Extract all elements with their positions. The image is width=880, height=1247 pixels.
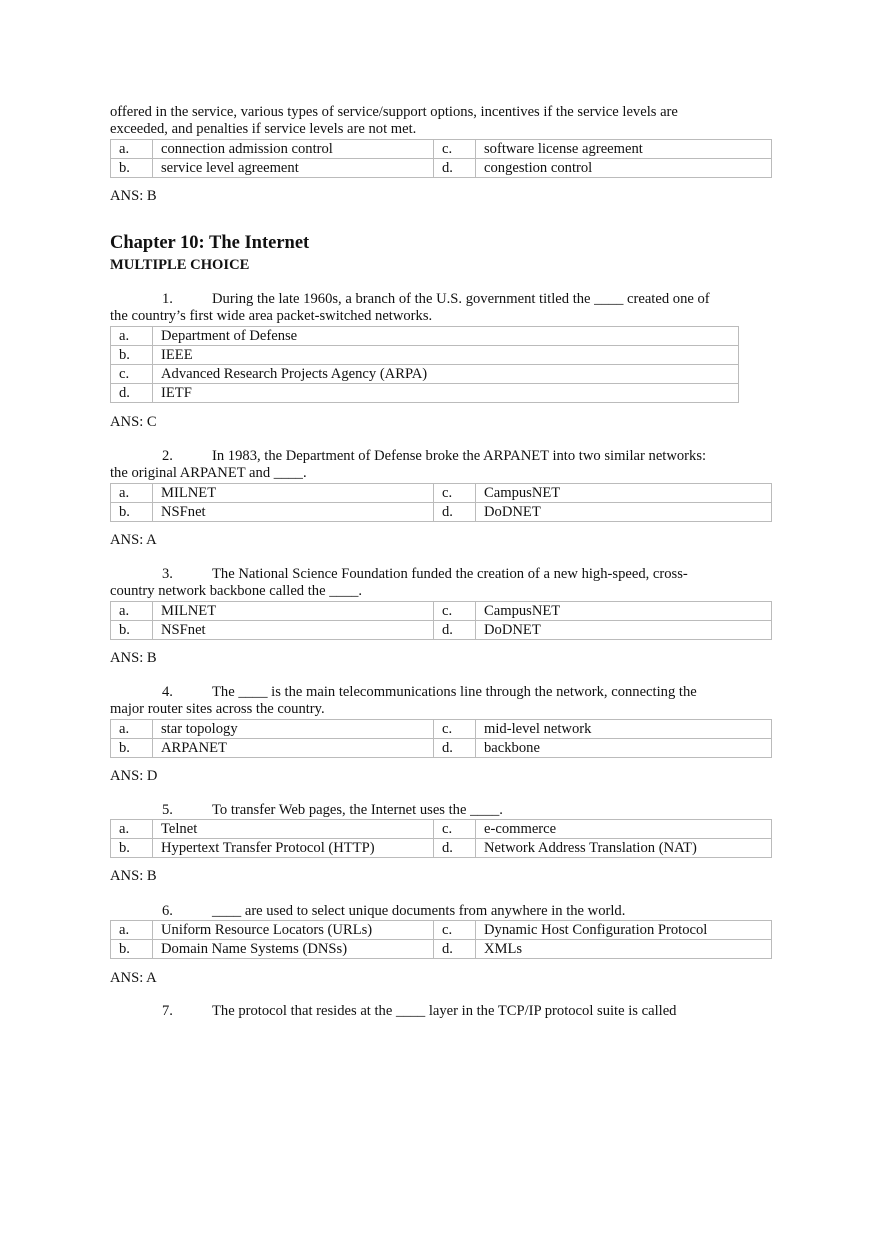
prev-answer: ANS: B (110, 188, 157, 204)
prev-question-text (110, 104, 750, 138)
answer-4: ANS: D (110, 768, 158, 784)
option-letter: b. (111, 839, 153, 858)
question-number: 1. (162, 291, 173, 307)
question-number: 3. (162, 566, 173, 582)
option-text: Hypertext Transfer Protocol (HTTP) (153, 839, 434, 858)
prev-options-table (110, 139, 772, 178)
question-6-options (110, 920, 772, 959)
prev-question-line2: exceeded, and penalties if service levels are not met. (110, 121, 417, 137)
section-heading: MULTIPLE CHOICE (110, 257, 250, 273)
question-text-cont: the original ARPANET and ____. (110, 465, 307, 481)
option-text: Dynamic Host Configuration Protocol (476, 921, 772, 940)
option-text: Advanced Research Projects Agency (ARPA) (153, 365, 739, 384)
option-text: Network Address Translation (NAT) (476, 839, 772, 858)
option-text: NSFnet (153, 621, 434, 640)
option-text: CampusNET (476, 602, 772, 621)
question-number: 5. (162, 802, 173, 818)
prev-question-line1: offered in the service, various types of service/support options, incentives if the service levels are (110, 104, 678, 120)
question-text: The ____ is the main telecommunications line through the network, connecting the (212, 684, 697, 700)
chapter-title: Chapter 10: The Internet (110, 233, 310, 253)
option-text: ARPANET (153, 739, 434, 758)
question-text: In 1983, the Department of Defense broke the ARPANET into two similar networks: (212, 448, 707, 464)
answer-2: ANS: A (110, 532, 157, 548)
question-text-cont: major router sites across the country. (110, 701, 325, 717)
option-letter: d. (434, 503, 476, 522)
option-text: congestion control (476, 159, 772, 178)
question-text: ____ are used to select unique documents from anywhere in the world. (212, 903, 626, 919)
answer-1: ANS: C (110, 414, 157, 430)
option-letter: c. (111, 365, 153, 384)
option-letter: a. (111, 820, 153, 839)
option-letter: b. (111, 503, 153, 522)
question-2 (110, 448, 750, 482)
option-letter: d. (434, 739, 476, 758)
question-text-cont: the country’s first wide area packet-switched networks. (110, 308, 433, 324)
question-3-options (110, 601, 772, 640)
answer-6: ANS: A (110, 970, 157, 986)
question-number: 2. (162, 448, 173, 464)
option-letter: d. (434, 940, 476, 959)
question-text: To transfer Web pages, the Internet uses the ____. (212, 802, 503, 818)
option-letter: d. (434, 839, 476, 858)
option-letter: d. (434, 159, 476, 178)
question-2-options (110, 483, 772, 522)
option-text: DoDNET (476, 621, 772, 640)
option-text: Telnet (153, 820, 434, 839)
question-text: The protocol that resides at the ____ layer in the TCP/IP protocol suite is called (212, 1003, 677, 1019)
option-text: IEEE (153, 346, 739, 365)
question-1-options (110, 326, 739, 403)
option-text: IETF (153, 384, 739, 403)
question-3 (110, 566, 750, 600)
option-text: MILNET (153, 484, 434, 503)
question-6 (110, 903, 750, 920)
question-1 (110, 291, 750, 325)
option-text: mid-level network (476, 720, 772, 739)
option-text: CampusNET (476, 484, 772, 503)
option-text: XMLs (476, 940, 772, 959)
option-text: Uniform Resource Locators (URLs) (153, 921, 434, 940)
option-text: NSFnet (153, 503, 434, 522)
option-text: service level agreement (153, 159, 434, 178)
option-text: backbone (476, 739, 772, 758)
option-letter: c. (434, 602, 476, 621)
option-text: connection admission control (153, 140, 434, 159)
question-number: 4. (162, 684, 173, 700)
option-text: star topology (153, 720, 434, 739)
option-letter: a. (111, 921, 153, 940)
option-letter: b. (111, 346, 153, 365)
option-letter: a. (111, 327, 153, 346)
question-5 (110, 802, 750, 819)
option-text: e-commerce (476, 820, 772, 839)
question-4-options (110, 719, 772, 758)
option-letter: b. (111, 159, 153, 178)
option-text: Department of Defense (153, 327, 739, 346)
option-letter: b. (111, 940, 153, 959)
question-number: 7. (162, 1003, 173, 1019)
option-letter: b. (111, 739, 153, 758)
question-text: During the late 1960s, a branch of the U.S. government titled the ____ created one of (212, 291, 710, 307)
option-text: software license agreement (476, 140, 772, 159)
question-text: The National Science Foundation funded the creation of a new high-speed, cross- (212, 566, 688, 582)
option-letter: c. (434, 720, 476, 739)
option-letter: c. (434, 484, 476, 503)
option-letter: d. (434, 621, 476, 640)
option-letter: c. (434, 921, 476, 940)
option-text: Domain Name Systems (DNSs) (153, 940, 434, 959)
option-letter: a. (111, 484, 153, 503)
option-letter: d. (111, 384, 153, 403)
option-letter: b. (111, 621, 153, 640)
option-letter: a. (111, 602, 153, 621)
answer-3: ANS: B (110, 650, 157, 666)
option-letter: c. (434, 820, 476, 839)
option-letter: c. (434, 140, 476, 159)
option-text: MILNET (153, 602, 434, 621)
answer-5: ANS: B (110, 868, 157, 884)
question-text-cont: country network backbone called the ____. (110, 583, 363, 599)
question-number: 6. (162, 903, 173, 919)
option-letter: a. (111, 140, 153, 159)
question-5-options (110, 819, 772, 858)
option-text: DoDNET (476, 503, 772, 522)
option-letter: a. (111, 720, 153, 739)
question-4 (110, 684, 750, 718)
question-7 (110, 1003, 750, 1020)
